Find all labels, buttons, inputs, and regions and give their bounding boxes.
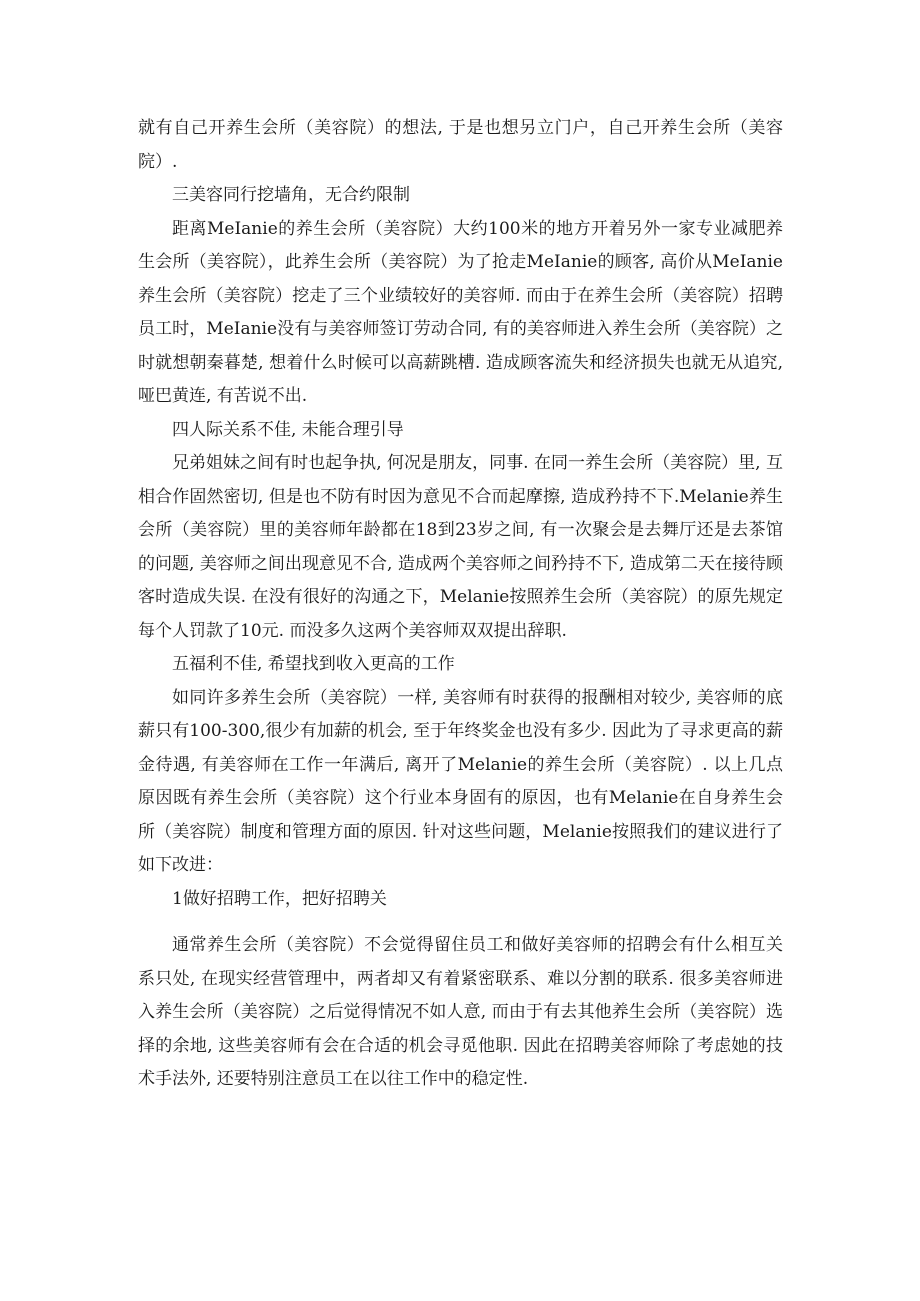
- section-heading-3: 三美容同行挖墙角，无合约限制: [172, 185, 410, 205]
- section-heading-recruitment: 1做好招聘工作，把好招聘关: [172, 888, 387, 909]
- paragraph-poaching: 距离MeIanie的养生会所（美容院）大约100米的地方开着另外一家专业减肥养生会所（美容院），此养生会所（美容院）为了抢走MeIanie的顾客, 高价从MeIanie养生会所（美容院）挖走了三个业绩较好的美容师. 而由于在养生会所（美容院）招聘员工时，MeIanie没有与美容师签订劳动合同, 有的美容师进入养生会所（美容院）之时就想朝秦暮楚, 想着什么时候可以高薪跳槽. 造成顾客流失和经济损失也就无从追究, 哑巴黄连, 有苦说不出.: [138, 218, 783, 406]
- document-body: [138, 112, 783, 1097]
- section-heading-5: 五福利不佳, 希望找到收入更高的工作: [172, 654, 455, 674]
- section-heading-4: 四人际关系不佳, 未能合理引导: [172, 419, 404, 440]
- paragraph-recruitment: 通常养生会所（美容院）不会觉得留住员工和做好美容师的招聘会有什么相互关系只处, 在现实经营管理中，两者却又有着紧密联系、难以分割的联系. 很多美容师进入养生会所（美容院）之后觉得情况不如人意, 而由于有去其他养生会所（美容院）选择的余地, 这些美容师有会在合适的机会寻觅他职. 因此在招聘美容师除了考虑她的技术手法外, 还要特别注意员工在以往工作中的稳定性.: [138, 935, 783, 1089]
- paragraph-welfare: 如同许多养生会所（美容院）一样, 美容师有时获得的报酬相对较少, 美容师的底薪只有100-300,很少有加薪的机会, 至于年终奖金也没有多少. 因此为了寻求更高的薪金待遇, 有美容师在工作一年满后, 离开了Melanie的养生会所（美容院）. 以上几点原因既有养生会所（美容院）这个行业本身固有的原因，也有Melanie在自身养生会所（美容院）制度和管理方面的原因. 针对这些问题，Melanie按照我们的建议进行了如下改进：: [138, 687, 783, 875]
- paragraph-relationships: 兄弟姐妹之间有时也起争执, 何况是朋友，同事. 在同一养生会所（美容院）里, 互相合作固然密切, 但是也不防有时因为意见不合而起摩擦, 造成矜持不下.Melanie养生会所（美容院）里的美容师年龄都在18到23岁之间, 有一次聚会是去舞厅还是去茶馆的问题, 美容师之间出现意见不合, 造成两个美容师之间矜持不下, 造成第二天在接待顾客时造成失误. 在没有很好的沟通之下，Melanie按照养生会所（美容院）的原先规定每个人罚款了10元. 而没多久这两个美容师双双提出辞职.: [138, 453, 783, 641]
- paragraph-continuation: 就有自己开养生会所（美容院）的想法, 于是也想另立门户，自己开养生会所（美容院）.: [138, 118, 783, 172]
